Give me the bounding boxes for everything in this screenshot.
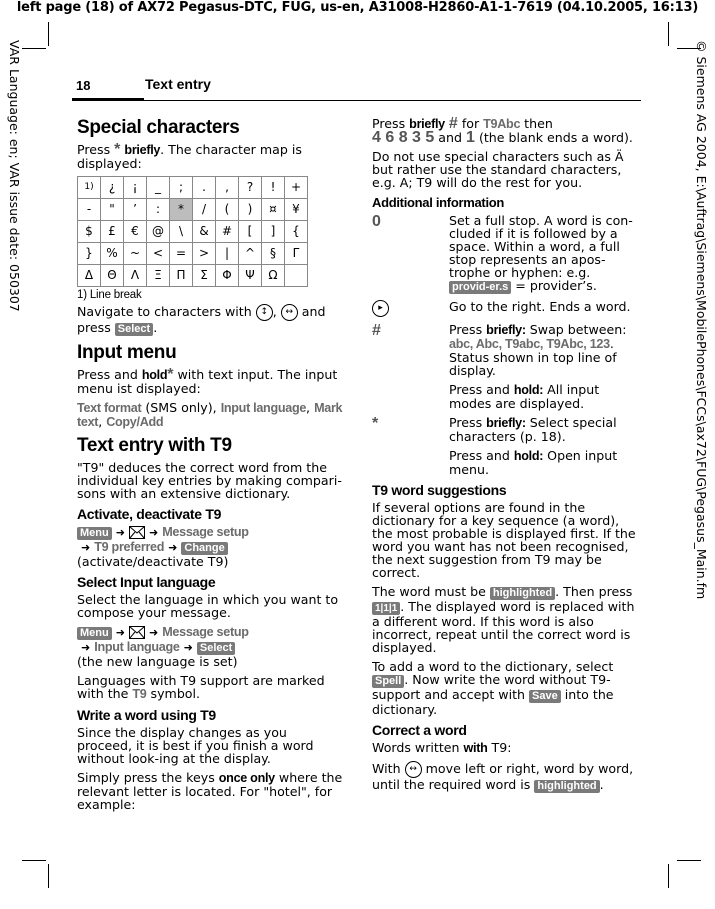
write-word-text-1: Since the display changes as you proceed, it is best if you finish a word without look-ing at the display. bbox=[77, 725, 314, 766]
crop-mark bbox=[677, 860, 701, 861]
crop-mark bbox=[48, 864, 49, 888]
arrow-icon: ➜ bbox=[149, 526, 159, 539]
select-softkey: Select bbox=[197, 642, 235, 655]
character-cell: Φ bbox=[216, 265, 239, 287]
t9-symbol: T9 bbox=[132, 687, 147, 701]
side-margin-left: VAR Language: en; VAR issue date: 050307 bbox=[7, 40, 22, 312]
star-key-icon: * bbox=[167, 366, 174, 383]
print-header: left page (18) of AX72 Pegasus-DTC, FUG, us-en, A31008-H2860-A1-1-7619 (04.10.2005, 16:13) bbox=[16, 0, 699, 15]
character-cell: : bbox=[147, 199, 170, 221]
definition-row: ▸ Go to the right. Ends a word. bbox=[372, 300, 640, 323]
character-cell: } bbox=[78, 243, 101, 265]
input-menu-heading: Input menu bbox=[77, 342, 177, 363]
character-cell: $ bbox=[78, 221, 101, 243]
character-cell: Ξ bbox=[147, 265, 170, 287]
crop-mark bbox=[668, 864, 669, 888]
t9-intro: "T9" deduces the correct word from the individual key entries by making compari-sons with an extensive dictionary. bbox=[77, 460, 342, 501]
crop-mark bbox=[22, 860, 46, 861]
character-cell: Γ bbox=[285, 243, 308, 265]
character-cell: ] bbox=[262, 221, 285, 243]
character-cell: ~ bbox=[124, 243, 147, 265]
character-cell: ) bbox=[239, 199, 262, 221]
select-language-heading: Select Input language bbox=[77, 574, 216, 590]
character-cell: % bbox=[101, 243, 124, 265]
character-cell bbox=[285, 265, 308, 287]
nav-right-icon: ▸ bbox=[372, 300, 389, 317]
character-cell: * bbox=[170, 199, 193, 221]
spell-softkey: Spell bbox=[372, 675, 404, 688]
character-cell: / bbox=[193, 199, 216, 221]
word-suggestions-heading: T9 word suggestions bbox=[372, 482, 507, 498]
character-cell: \ bbox=[170, 221, 193, 243]
character-map-footnote: 1) Line break bbox=[77, 289, 142, 301]
character-cell: { bbox=[285, 221, 308, 243]
character-cell: ¥ bbox=[285, 199, 308, 221]
character-cell: Ψ bbox=[239, 265, 262, 287]
highlighted-marker: highlighted bbox=[534, 780, 599, 793]
word-suggestions-text-1: If several options are found in the dictionary for a key sequence (a word), the most probable is displayed first. If the word you want has not been recognised, the next suggestion from T9 may be correct. bbox=[372, 500, 636, 580]
character-map-row bbox=[78, 221, 308, 243]
hotel-example: Press briefly # for T9Abc then 4 6 8 3 5 and 1 (the blank ends a word). bbox=[372, 115, 633, 146]
character-cell: - bbox=[78, 199, 101, 221]
definition-row: # Press briefly: Swap between: abc, Abc, T9abc, T9Abc, 123. Status shown in top line of display. bbox=[372, 322, 627, 378]
special-intro: Press * briefly. The character map is displayed: bbox=[77, 141, 302, 171]
character-cell: . bbox=[193, 177, 216, 199]
word-suggestions-text-3: To add a word to the dictionary, select Spell . Now write the word without T9-support and accept with Save into the dictionary. bbox=[372, 659, 614, 717]
save-softkey: Save bbox=[529, 690, 561, 703]
arrow-icon: ➜ bbox=[81, 541, 91, 554]
select-softkey: Select bbox=[115, 323, 153, 336]
character-cell: ’ bbox=[124, 199, 147, 221]
hash-key-icon: # bbox=[448, 115, 458, 132]
correct-word-text-2: With ↔ move left or right, word by word, until the required word is highlighted . bbox=[372, 761, 634, 792]
provider-softkey: provid-er.s bbox=[449, 281, 511, 294]
menu-softkey: Menu bbox=[77, 627, 112, 640]
character-cell: _ bbox=[147, 177, 170, 199]
character-map-row bbox=[78, 243, 308, 265]
definition-row: Press and hold: All input modes are displayed. bbox=[449, 382, 600, 411]
character-cell: ; bbox=[170, 177, 193, 199]
highlighted-marker: highlighted bbox=[490, 587, 555, 600]
key-definitions bbox=[372, 214, 640, 482]
definition-row: * Press briefly: Select special characters (p. 18). bbox=[372, 415, 617, 444]
character-cell: € bbox=[124, 221, 147, 243]
character-cell: Λ bbox=[124, 265, 147, 287]
character-cell: " bbox=[101, 199, 124, 221]
character-cell: ¡ bbox=[124, 177, 147, 199]
activate-t9-heading: Activate, deactivate T9 bbox=[77, 506, 222, 522]
character-map-row bbox=[78, 199, 308, 221]
special-characters-heading: Special characters bbox=[77, 117, 240, 138]
character-cell: £ bbox=[101, 221, 124, 243]
character-cell: Ω bbox=[262, 265, 285, 287]
hash-key-icon: # bbox=[372, 322, 381, 339]
character-cell: | bbox=[216, 243, 239, 265]
nav-left-right-icon: ↔ bbox=[405, 761, 422, 778]
word-suggestions-text-2: The word must be highlighted . Then press 1|1|1 . The displayed word is replaced with a different word. If this word is also incorrect, repeat until the correct word is displayed. bbox=[372, 584, 635, 655]
crop-mark bbox=[48, 22, 49, 46]
character-cell: ? bbox=[239, 177, 262, 199]
menu-softkey: Menu bbox=[77, 527, 112, 540]
write-word-text-2: Simply press the keys once only where the relevant letter is located. For "hotel", for example: bbox=[77, 770, 343, 812]
page-number: 18 bbox=[76, 78, 91, 93]
side-margin-right: © Siemens AG 2004, E:\Auftrag\Siemens\MobilePhones\FCCs\ax72\FUG\Pegasus_Main.fm bbox=[694, 40, 709, 600]
character-map-row bbox=[78, 265, 308, 287]
keys-1-1-1-icon: 1|1|1 bbox=[372, 602, 400, 615]
digit-keys: 4 6 8 3 5 bbox=[372, 129, 435, 146]
character-cell: Σ bbox=[193, 265, 216, 287]
no-special-chars-text: Do not use special characters such as Ä but rather use the standard characters, e.g. A; T9 will do the rest for you. bbox=[372, 149, 624, 190]
character-cell: Δ bbox=[78, 265, 101, 287]
character-cell: & bbox=[193, 221, 216, 243]
nav-up-down-icon: ↕ bbox=[256, 304, 273, 321]
arrow-icon: ➜ bbox=[81, 641, 91, 654]
character-map bbox=[77, 176, 308, 287]
character-cell: [ bbox=[239, 221, 262, 243]
crop-mark bbox=[22, 48, 46, 49]
character-cell: Π bbox=[170, 265, 193, 287]
nav-left-right-icon: ↔ bbox=[281, 304, 298, 321]
character-cell: 1) bbox=[78, 177, 101, 199]
definition-row: 0 Set a full stop. A word is con-cluded if it is followed by a space. Within a word, a full stop represents an apos-trophe or hyphen: e.g. provid-er.s = provider’s. bbox=[372, 213, 633, 293]
header-rule-thick bbox=[72, 98, 144, 101]
character-cell: > bbox=[193, 243, 216, 265]
arrow-icon: ➜ bbox=[115, 526, 125, 539]
correct-word-heading: Correct a word bbox=[372, 722, 467, 738]
envelope-icon bbox=[129, 626, 145, 639]
arrow-icon: ➜ bbox=[115, 626, 125, 639]
character-cell: < bbox=[147, 243, 170, 265]
definition-row: Press and hold: Open input menu. bbox=[449, 448, 618, 477]
additional-info-heading: Additional information bbox=[372, 195, 505, 210]
left-column bbox=[77, 117, 343, 817]
character-cell: # bbox=[216, 221, 239, 243]
character-cell: § bbox=[262, 243, 285, 265]
input-menu-options: Text format (SMS only), Input language, Mark text, Copy/Add bbox=[77, 400, 343, 429]
activate-t9-path: Menu ➜ ➜ Message setup ➜ T9 preferred ➜ Change (activate/deactivate T9) bbox=[77, 525, 249, 569]
t9-heading: Text entry with T9 bbox=[77, 435, 232, 456]
star-key-icon: * bbox=[372, 415, 379, 432]
character-cell: = bbox=[170, 243, 193, 265]
select-language-path: Menu ➜ ➜ Message setup ➜ Input language ➜ Select (the new language is set) bbox=[77, 625, 249, 669]
character-cell: @ bbox=[147, 221, 170, 243]
zero-key-icon: 0 bbox=[372, 213, 381, 230]
character-cell: + bbox=[285, 177, 308, 199]
t9-support-text: Languages with T9 support are marked with the T9 symbol. bbox=[77, 673, 325, 701]
correct-word-text-1: Words written with T9: bbox=[372, 740, 512, 755]
character-cell: , bbox=[216, 177, 239, 199]
write-word-heading: Write a word using T9 bbox=[77, 707, 216, 723]
envelope-icon bbox=[129, 526, 145, 539]
character-cell: ^ bbox=[239, 243, 262, 265]
crop-mark bbox=[668, 22, 669, 46]
character-cell: ¿ bbox=[101, 177, 124, 199]
character-cell: ( bbox=[216, 199, 239, 221]
header-rule-thin bbox=[144, 100, 641, 101]
arrow-icon: ➜ bbox=[168, 541, 178, 554]
change-softkey: Change bbox=[181, 542, 227, 555]
input-menu-text: Press and hold* with text input. The input menu ist displayed: bbox=[77, 366, 338, 396]
star-key-icon: * bbox=[114, 141, 121, 158]
page-title: Text entry bbox=[145, 76, 211, 92]
arrow-icon: ➜ bbox=[183, 641, 193, 654]
right-column bbox=[372, 117, 638, 799]
digit-key-one: 1 bbox=[466, 129, 475, 146]
navigate-text: Navigate to characters with ↕ , ↔ and press Select . bbox=[77, 304, 326, 335]
character-cell: ¤ bbox=[262, 199, 285, 221]
select-language-text: Select the language in which you want to compose your message. bbox=[77, 592, 339, 620]
character-map-row bbox=[78, 177, 308, 199]
arrow-icon: ➜ bbox=[149, 626, 159, 639]
character-cell: ! bbox=[262, 177, 285, 199]
character-cell: Θ bbox=[101, 265, 124, 287]
